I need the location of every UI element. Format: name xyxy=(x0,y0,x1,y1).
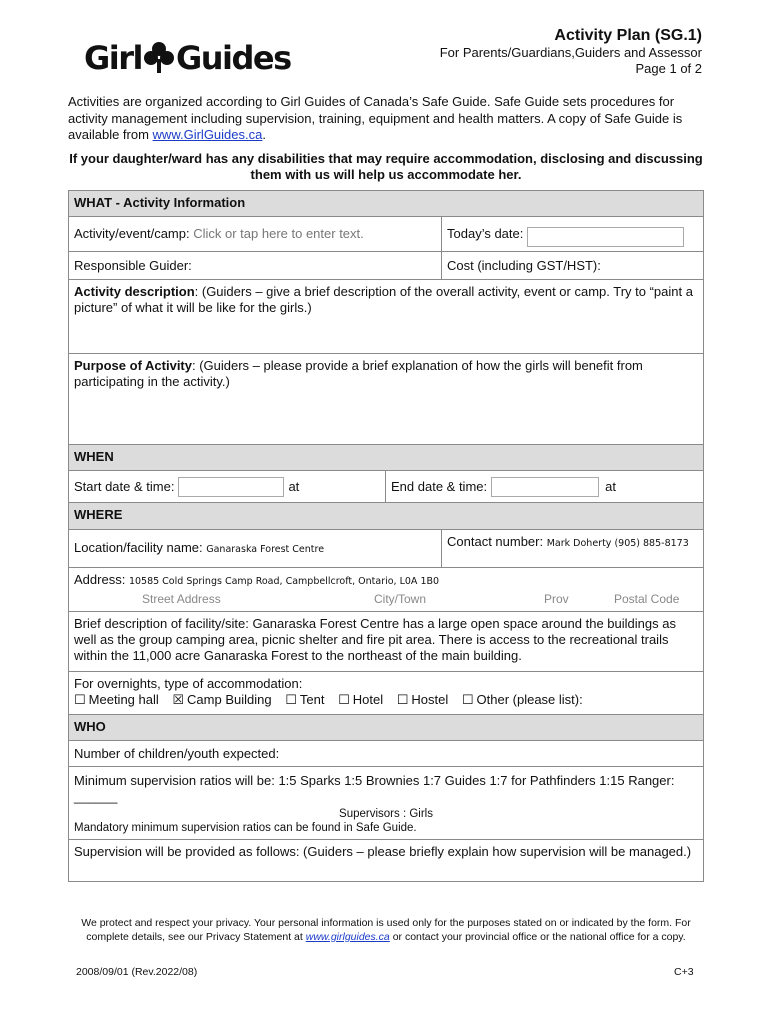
meeting-hall-label: Meeting hall xyxy=(88,692,159,707)
supervision-ratios-text: Minimum supervision ratios will be: 1:5 Sparks 1:5 Brownies 1:7 Guides 1:7 for Pathfinders 1:15 Ranger: ______ xyxy=(74,773,675,804)
responsible-guider-label: Responsible Guider: xyxy=(74,258,192,273)
when-section-header: WHEN xyxy=(69,445,704,471)
activity-cell xyxy=(69,217,442,252)
end-date-input[interactable] xyxy=(491,477,599,497)
supervisors-girls-sublabel: Supervisors : Girls xyxy=(339,808,433,820)
privacy-link[interactable]: www.girlguides.ca xyxy=(305,931,390,943)
supervision-ratios-note: Mandatory minimum supervision ratios can be found in Safe Guide. xyxy=(74,822,417,834)
postal-code-sublabel: Postal Code xyxy=(614,592,680,606)
activity-description-text: : (Guiders – give a brief description of the overall activity, event or camp. Try to “paint a picture” of what it will be like for the girls.) xyxy=(74,284,693,315)
camp-building-label: Camp Building xyxy=(187,692,272,707)
page-subtitle: For Parents/Guardians,Guiders and Assessor xyxy=(439,45,702,60)
todays-date-label: Today’s date: xyxy=(447,226,524,241)
accommodation-cell xyxy=(69,672,704,715)
tent-checkbox[interactable]: ☐ xyxy=(285,692,297,707)
intro-end: . xyxy=(262,127,266,142)
contact-label: Contact number: xyxy=(447,534,544,549)
todays-date-cell xyxy=(442,217,704,252)
privacy-text-end: or contact your provincial office or the national office for a copy. xyxy=(389,931,686,943)
children-number-cell[interactable]: Number of children/youth expected: xyxy=(69,741,704,767)
other-checkbox[interactable]: ☐ xyxy=(461,692,474,707)
start-date-cell xyxy=(69,471,386,503)
contact-value: Mark Doherty (905) 885-8173 xyxy=(546,538,689,549)
location-label: Location/facility name: xyxy=(74,539,203,555)
camp-building-checkbox[interactable]: ☒ xyxy=(172,692,185,707)
supervision-ratios-cell xyxy=(69,767,704,840)
revision-date: 2008/09/01 (Rev.2022/08) xyxy=(76,966,198,978)
hostel-label: Hostel xyxy=(411,692,449,707)
girlguides-link[interactable]: www.GirlGuides.ca xyxy=(152,127,263,142)
site-description-cell[interactable]: Brief description of facility/site: Ganaraska Forest Centre has a large open space around the buildings as well as the group camping area, picnic shelter and fire pit area. There is access to the recreational trails within the 11,000 acre Ganaraska Forest to the northeast of the main building. xyxy=(69,612,704,672)
hotel-option[interactable] xyxy=(338,692,383,707)
other-option[interactable] xyxy=(462,692,583,707)
activity-form xyxy=(68,190,704,882)
trefoil-icon xyxy=(144,41,174,75)
tent-option[interactable] xyxy=(285,692,324,707)
hostel-checkbox[interactable]: ☐ xyxy=(396,692,409,707)
page-number: Page 1 of 2 xyxy=(635,61,702,76)
accommodation-label: For overnights, type of accommodation: xyxy=(74,676,303,691)
cost-label: Cost (including GST/HST): xyxy=(447,258,601,273)
hostel-option[interactable] xyxy=(397,692,449,707)
purpose-cell[interactable] xyxy=(69,354,704,445)
hotel-label: Hotel xyxy=(352,692,384,707)
start-date-label: Start date & time: xyxy=(74,479,175,494)
page-title: Activity Plan (SG.1) xyxy=(554,27,702,44)
tent-label: Tent xyxy=(299,692,325,707)
disability-notice: If your daughter/ward has any disabilities that may require accommodation, disclosing and discussing them with us will help us accommodate her. xyxy=(69,151,703,182)
end-date-cell xyxy=(386,471,704,503)
meeting-hall-checkbox[interactable]: ☐ xyxy=(74,692,86,707)
contact-cell[interactable] xyxy=(442,530,704,568)
todays-date-input[interactable] xyxy=(527,227,684,247)
activity-description-label: Activity description xyxy=(74,284,195,299)
girl-guides-logo xyxy=(84,36,296,80)
accommodation-options xyxy=(74,692,698,708)
city-sublabel: City/Town xyxy=(374,592,427,606)
activity-description-cell[interactable] xyxy=(69,280,704,354)
privacy-text: We protect and respect your privacy. Your personal information is used only for the purposes stated on or indicated by the form. For complete details, see our Privacy Statement at xyxy=(81,917,691,943)
privacy-statement xyxy=(68,916,704,944)
responsible-guider-cell[interactable] xyxy=(69,252,442,280)
address-label: Address: xyxy=(74,572,126,587)
address-value: 10585 Cold Springs Camp Road, Campbellcroft, Ontario, L0A 1B0 xyxy=(128,576,440,587)
prov-sublabel: Prov xyxy=(544,592,569,606)
logo-text-left: Girl xyxy=(84,39,142,77)
form-code: C+3 xyxy=(674,966,694,978)
title-block xyxy=(440,26,702,77)
start-at-label: at xyxy=(288,479,300,494)
end-date-label: End date & time: xyxy=(391,479,488,494)
what-section-header: WHAT - Activity Information xyxy=(69,191,704,217)
end-at-label: at xyxy=(605,479,616,494)
intro-text: Activities are organized according to Girl Guides of Canada’s Safe Guide. Safe Guide sets procedures for activity management including supervision, training, equipment and health matters. A copy of Safe Guide is available from xyxy=(68,94,683,142)
who-section-header: WHO xyxy=(69,715,704,741)
location-cell[interactable] xyxy=(69,530,442,568)
hotel-checkbox[interactable]: ☐ xyxy=(338,692,350,707)
meeting-hall-option[interactable] xyxy=(74,692,159,707)
other-label: Other (please list): xyxy=(476,692,583,707)
camp-building-option[interactable] xyxy=(172,692,271,707)
street-address-sublabel: Street Address xyxy=(142,592,221,606)
logo-text-right: Guides xyxy=(175,39,291,77)
start-date-input[interactable] xyxy=(178,477,284,497)
location-value: Ganaraska Forest Centre xyxy=(206,543,325,555)
where-section-header: WHERE xyxy=(69,503,704,530)
purpose-label: Purpose of Activity xyxy=(74,358,192,373)
cost-cell[interactable] xyxy=(442,252,704,280)
address-cell[interactable] xyxy=(69,568,704,612)
activity-input[interactable]: Click or tap here to enter text. xyxy=(193,226,364,241)
intro-paragraph xyxy=(68,94,704,144)
purpose-text: : (Guiders – please provide a brief explanation of how the girls will benefit from participating in the activity.) xyxy=(74,358,643,389)
activity-label: Activity/event/camp: xyxy=(74,226,190,241)
supervision-plan-cell[interactable]: Supervision will be provided as follows: (Guiders – please briefly explain how supervision will be managed.) xyxy=(69,840,704,882)
